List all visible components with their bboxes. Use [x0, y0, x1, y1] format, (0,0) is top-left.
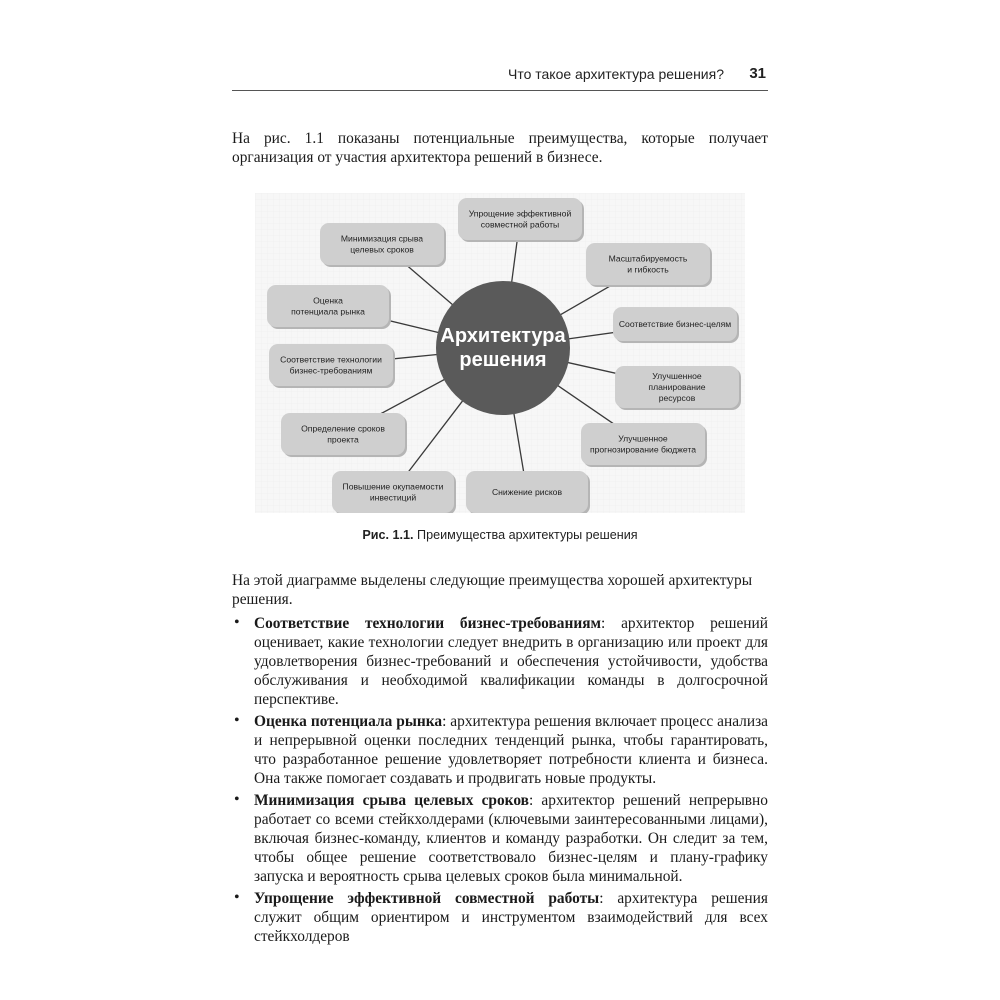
node-label: Минимизация срыва: [340, 233, 424, 244]
node-label: Оценка: [313, 295, 343, 306]
node-deadline-risk: [320, 223, 446, 267]
node-label: и гибкость: [627, 264, 669, 275]
node-label: Масштабируемость: [608, 253, 688, 264]
list-item: [232, 889, 768, 946]
list-item-text: : архитектура решения служит общим ориентиром и инструментом взаимодействий для всех стейкхолдеров: [254, 890, 768, 945]
node-label: потенциала рынка: [291, 306, 365, 317]
list-item-term: Оценка потенциала рынка: [254, 713, 443, 730]
node-label: бизнес-требованиям: [289, 365, 373, 376]
node-label: целевых сроков: [350, 244, 414, 255]
center-label-line-2: решения: [459, 349, 547, 371]
diagram-svg: [255, 193, 745, 513]
list-item-text: : архитектор решений оценивает, какие технологии следует внедрить в организацию или проект для удовлетворения бизнес-требований и обеспечения устойчивости, удобства обслуживания и необходимой квалификации команды в долгосрочной перспективе.: [254, 615, 768, 708]
intro-paragraph: На рис. 1.1 показаны потенциальные преимущества, которые получает организация от участия архитектора решений в бизнесе.: [232, 130, 768, 166]
benefits-diagram: [255, 193, 745, 513]
caption-text: Преимущества архитектуры решения: [417, 528, 638, 542]
list-item: [232, 614, 768, 709]
list-item-term: Минимизация срыва целевых сроков: [254, 792, 529, 809]
node-budget: [581, 423, 707, 467]
node-label: инвестиций: [369, 492, 417, 503]
node-business-goals: [613, 307, 739, 343]
list-item-text: : архитектор решений непрерывно работает со всеми стейкхолдерами (ключевыми заинтересованными лицами), включая бизнес-команду, клиентов и команду разработки. Он следит за тем, чтобы общее решение соответствовало бизнес-целям и плану-графику запуска и вероятность срыва целевых сроков была минимальной.: [254, 792, 768, 885]
figure-caption: [232, 528, 768, 542]
summary-paragraph: На этой диаграмме выделены следующие преимущества хорошей архитектуры решения.: [232, 572, 753, 608]
node-label: прогнозирование бюджета: [589, 444, 697, 455]
node-label: совместной работы: [480, 219, 560, 230]
node-tech-requirements: [269, 344, 395, 388]
node-label: Упрощение эффективной: [468, 208, 572, 219]
node-label: Определение сроков: [301, 423, 385, 434]
node-risk: [466, 471, 590, 513]
center-circle: [436, 281, 570, 415]
node-label: проекта: [327, 434, 359, 445]
header-title: Что такое архитектура решения?: [508, 66, 724, 82]
node-market: [267, 285, 391, 329]
benefits-list: [232, 614, 768, 949]
node-label: Улучшенное: [618, 433, 668, 444]
node-resource-planning: [615, 366, 741, 410]
list-item: [232, 791, 768, 886]
list-item-term: Упрощение эффективной совместной работы: [254, 890, 600, 907]
node-label: Соответствие бизнес-целям: [618, 319, 732, 329]
node-scalability: [586, 243, 712, 287]
center-label-line-1: Архитектура: [440, 325, 566, 347]
page-number: 31: [749, 65, 766, 82]
list-item: [232, 712, 768, 788]
node-collaboration: [458, 198, 584, 242]
node-label: Повышение окупаемости: [342, 481, 444, 492]
node-label: Снижение рисков: [491, 487, 563, 497]
node-deadlines-definition: [281, 413, 407, 457]
caption-label: Рис. 1.1.: [362, 528, 414, 542]
node-label: ресурсов: [658, 393, 696, 403]
node-roi: [332, 471, 456, 513]
list-item-text: : архитектура решения включает процесс анализа и непрерывной оценки последних тенденций рынка, чтобы гарантировать, что разработанное решение удовлетворяет потребности клиента и бизнеса. Она также помогает создавать и продвигать новые продукты.: [254, 713, 768, 787]
node-label: Улучшенное: [652, 371, 702, 381]
running-header: [232, 64, 768, 91]
node-label: Соответствие технологии: [280, 354, 382, 365]
list-item-term: Соответствие технологии бизнес-требованиям: [254, 615, 602, 632]
node-label: планирование: [648, 382, 706, 392]
